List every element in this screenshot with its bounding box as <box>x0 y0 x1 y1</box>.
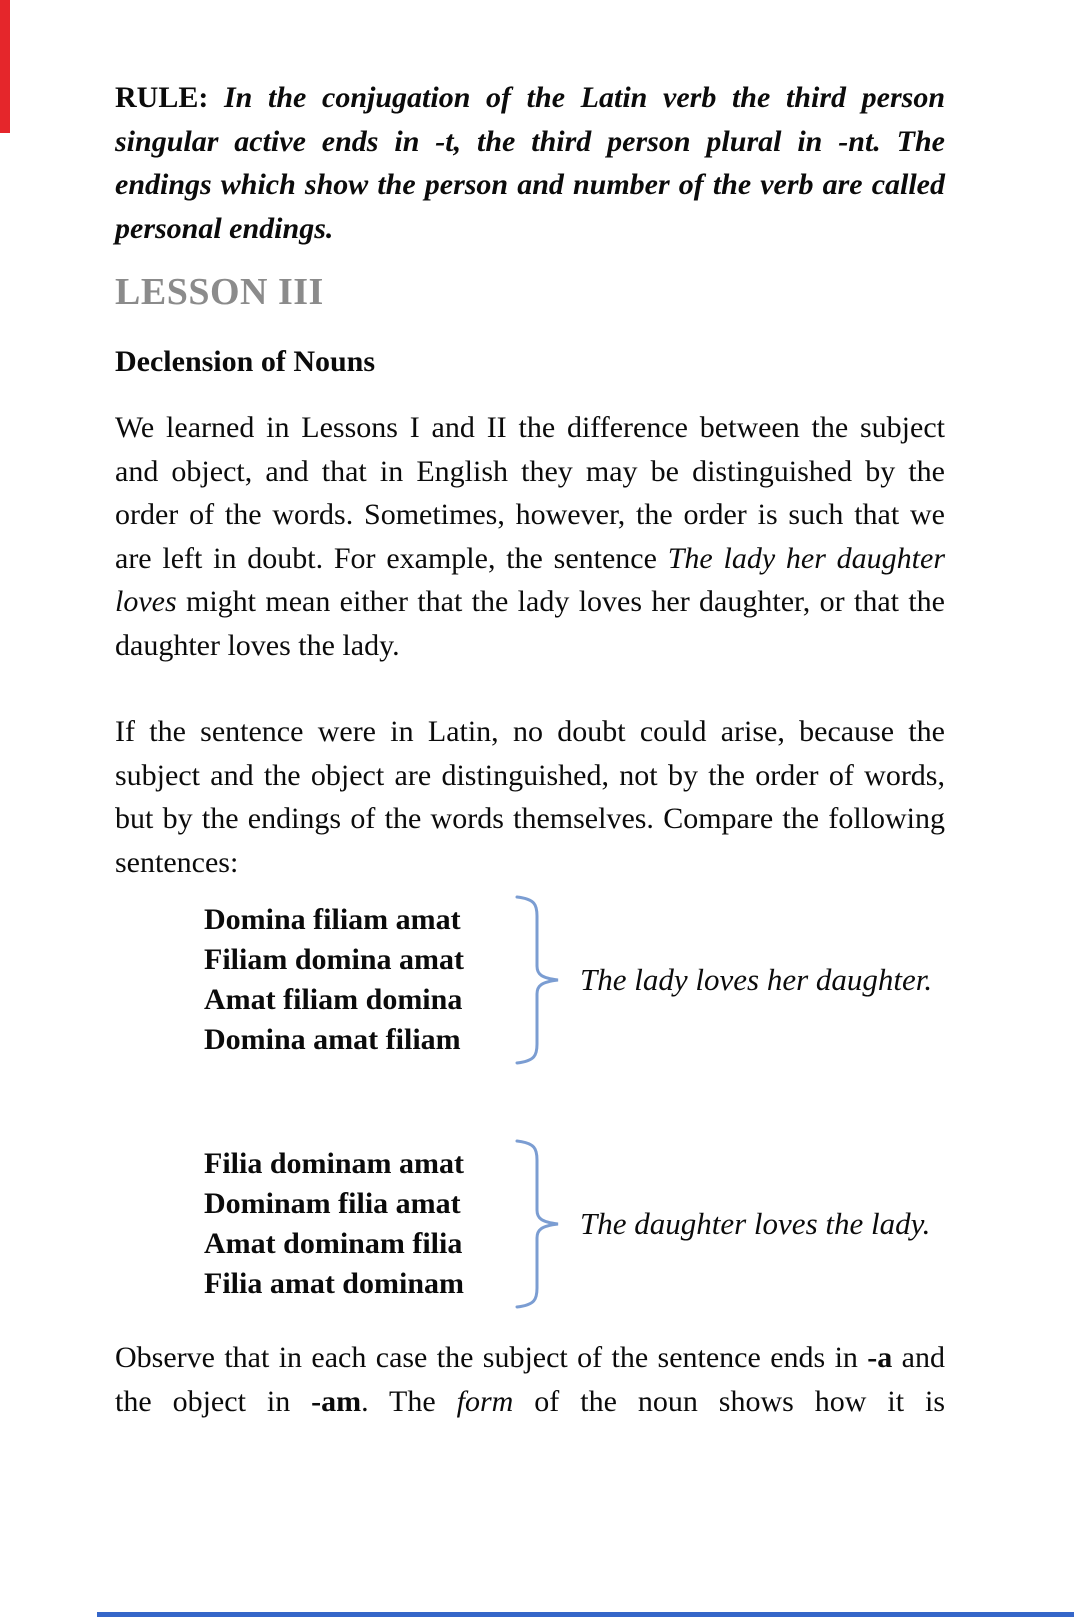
text-segment: In the conjugation of the Latin verb the third person singular active ends in -t, the third person plural in -nt. The endings which show the person and number of the verb are called personal endings. <box>115 81 945 245</box>
lesson-heading: LESSON III <box>115 271 324 313</box>
text-segment: If the sentence were in Latin, no doubt could arise, because the subject and the object are distinguished, not by the order of words, but by the endings of the words themselves. Compare the following sentences: <box>115 715 945 879</box>
text-segment: and the object in <box>115 1341 945 1418</box>
grouping-brace-icon <box>510 1138 562 1310</box>
latin-sentence: Dominam filia amat <box>204 1187 461 1220</box>
latin-sentence: Filia dominam amat <box>204 1147 464 1180</box>
body-paragraph-3 <box>115 1336 945 1423</box>
latin-sentence-group-2 <box>204 1138 930 1310</box>
text-segment: Observe that in each case the subject of the sentence ends in <box>115 1341 868 1374</box>
latin-sentence: Amat dominam filia <box>204 1227 463 1260</box>
translation-text: The daughter loves the lady. <box>580 1206 931 1241</box>
text-segment: -a <box>867 1341 893 1374</box>
text-segment: of the noun shows how it is <box>513 1384 946 1418</box>
latin-sentence: Domina filiam amat <box>204 903 461 936</box>
red-edge-bar <box>0 0 10 133</box>
text-segment: RULE: <box>115 81 224 114</box>
text-segment: might mean either that the lady loves her daughter, or that the daughter loves the lady. <box>115 585 945 662</box>
grouping-brace-icon <box>510 894 562 1066</box>
text-segment: -am <box>311 1384 362 1418</box>
rule-paragraph <box>115 76 945 250</box>
latin-sentence: Filia amat dominam <box>204 1267 464 1300</box>
body-paragraph-1 <box>115 406 945 667</box>
latin-sentence-group-1 <box>204 894 932 1066</box>
latin-sentences <box>204 900 502 1060</box>
latin-sentence: Amat filiam domina <box>204 983 463 1016</box>
text-segment: . The <box>361 1384 457 1418</box>
text-segment: form <box>456 1384 514 1418</box>
latin-sentence: Filiam domina amat <box>204 943 464 976</box>
text-segment: We learned in Lessons I and II the difference between the subject and object, and that in English they may be distinguished by the order of the words. Sometimes, however, the order is such that we are left in doubt. For example, the sentence <box>115 411 945 575</box>
latin-sentence: Domina amat filiam <box>204 1023 461 1056</box>
body-paragraph-2 <box>115 710 945 884</box>
latin-sentences <box>204 1144 502 1304</box>
blue-bottom-rule <box>97 1612 1074 1617</box>
text-segment: The lady her daughter loves <box>115 541 945 618</box>
translation-text: The lady loves her daughter. <box>580 962 933 997</box>
section-heading: Declension of Nouns <box>115 345 376 378</box>
